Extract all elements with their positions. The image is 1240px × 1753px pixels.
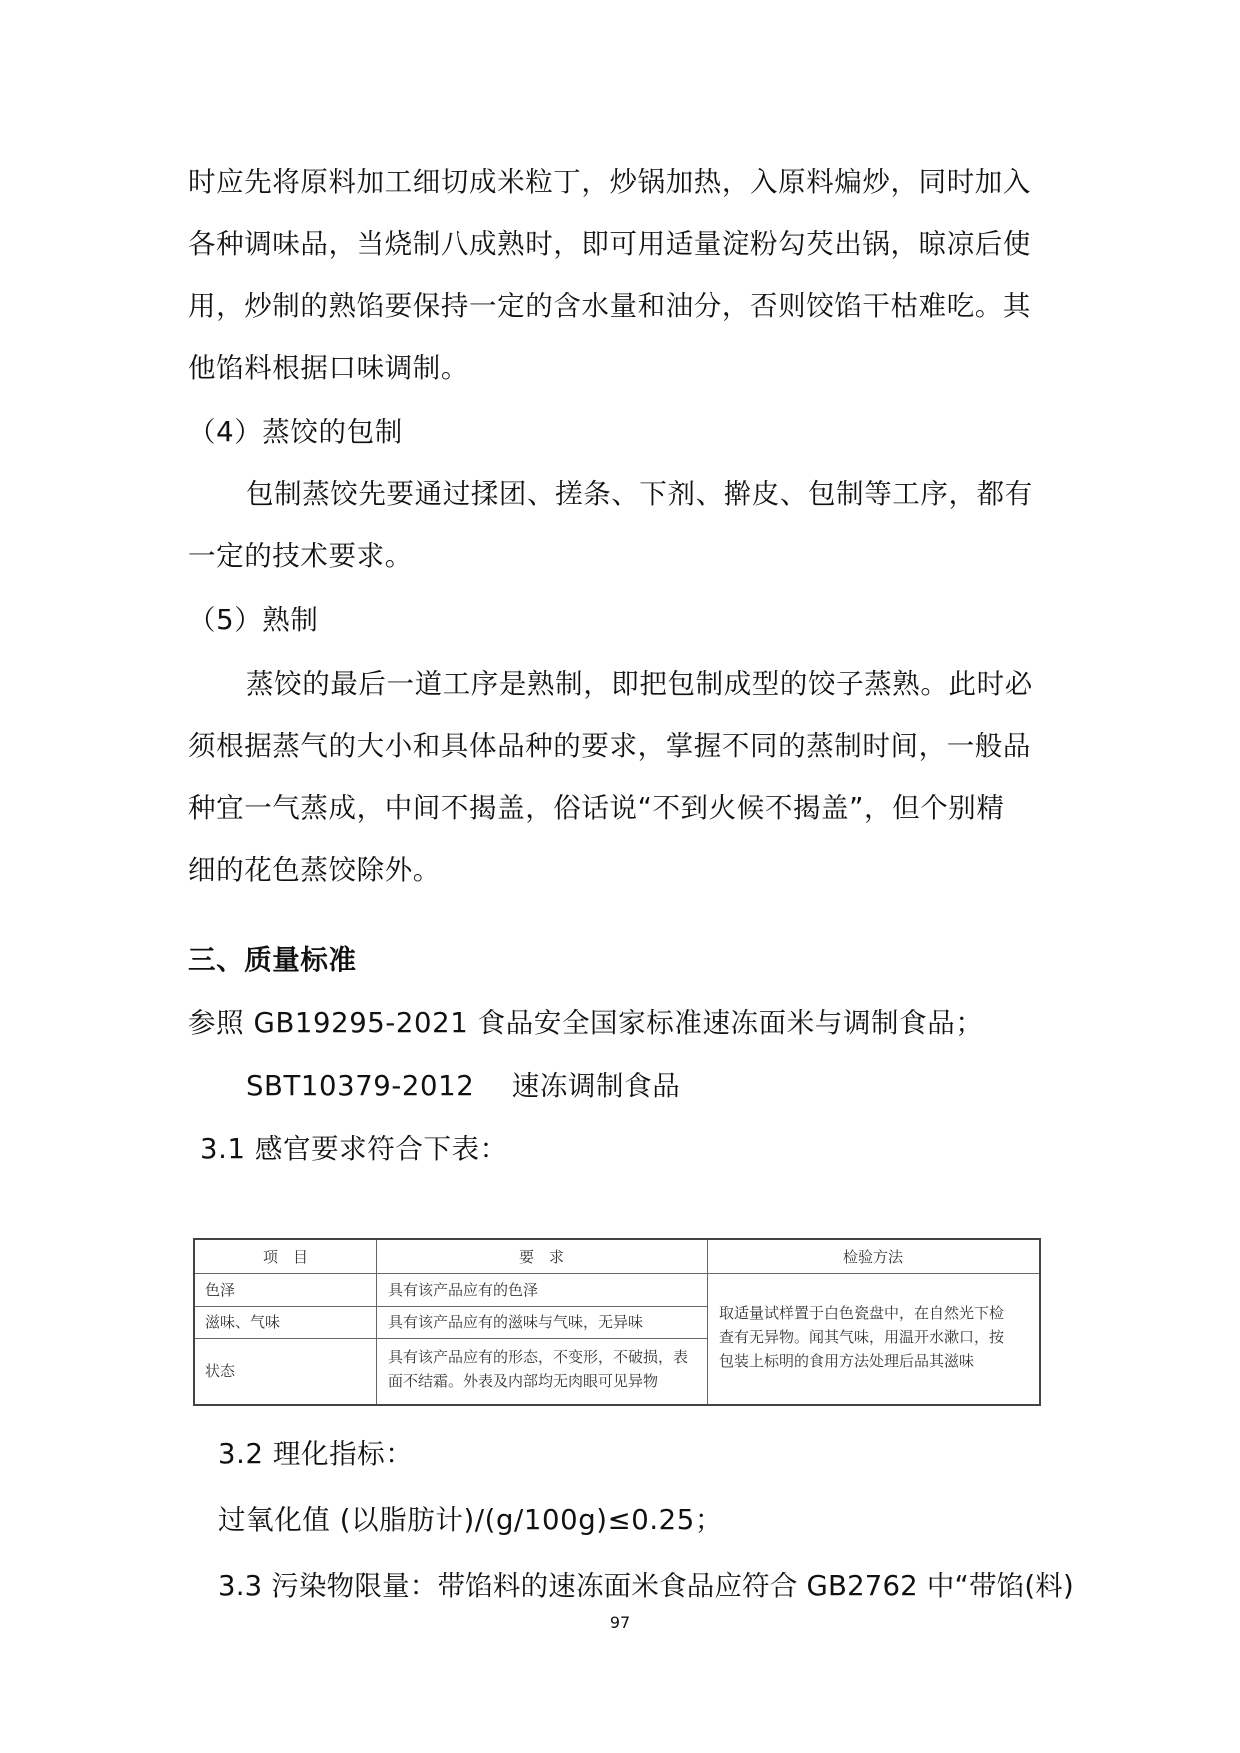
table-cell-method: 包装上标明的食用方法处理后品其滋味	[719, 1352, 975, 1370]
body-text-line: 蒸饺的最后一道工序是熟制，即把包制成型的饺子蒸熟。此时必	[246, 668, 1033, 700]
table-cell-requirement: 具有该产品应有的色泽	[388, 1281, 539, 1299]
reference-line: SBT10379-2012 速冻调制食品	[246, 1070, 681, 1102]
body-text-line: 3.3 污染物限量：带馅料的速冻面米食品应符合 GB2762 中“带馅(料)	[218, 1570, 1074, 1602]
body-text-line: 时应先将原料加工细切成米粒丁，炒锅加热，入原料煸炒，同时加入	[188, 166, 1031, 198]
subsection-title: 3.1 感官要求符合下表：	[200, 1133, 508, 1165]
body-text-line: 细的花色蒸饺除外。	[188, 854, 441, 886]
section-title: 三、质量标准	[188, 944, 357, 976]
body-text-line: 过氧化值 (以脂肪计)/(g/100g)≤0.25；	[218, 1504, 723, 1536]
table-cell-item: 状态	[205, 1362, 236, 1380]
body-text-line: 种宜一气蒸成，中间不揭盖，俗话说“不到火候不揭盖”，但个别精	[188, 792, 1005, 824]
reference-line: 参照 GB19295-2021 食品安全国家标准速冻面米与调制食品；	[188, 1007, 984, 1039]
table-rule	[195, 1338, 707, 1339]
table-cell-requirement: 面不结霜。外表及内部均无肉眼可见异物	[388, 1372, 659, 1390]
table-header-item: 项 目	[262, 1248, 308, 1266]
table-rule	[195, 1306, 707, 1307]
body-text-line: 须根据蒸气的大小和具体品种的要求，掌握不同的蒸制时间，一般品	[188, 730, 1031, 762]
body-text-line: 用，炒制的熟馅要保持一定的含水量和油分，否则饺馅干枯难吃。其	[188, 290, 1031, 322]
page-number: 97	[609, 1613, 631, 1632]
table-cell-item: 滋味、气味	[205, 1313, 281, 1331]
body-text-line: 他馅料根据口味调制。	[188, 352, 469, 384]
table-cell-item: 色泽	[205, 1281, 236, 1299]
subsection-title: （5）熟制	[188, 604, 319, 636]
subsection-title: （4）蒸饺的包制	[188, 416, 403, 448]
table-cell-requirement: 具有该产品应有的形态，不变形，不破损，表	[388, 1348, 689, 1366]
table-cell-requirement: 具有该产品应有的滋味与气味，无异味	[388, 1313, 644, 1331]
table-cell-method: 查有无异物。闻其气味，用温开水漱口，按	[719, 1328, 1005, 1346]
body-text-line: 各种调味品，当烧制八成熟时，即可用适量淀粉勾芡出锅，晾凉后使	[188, 228, 1031, 260]
table-rule	[195, 1273, 1039, 1274]
sensory-requirements-table	[193, 1238, 1041, 1406]
body-text-line: 一定的技术要求。	[188, 540, 413, 572]
table-header-method: 检验方法	[842, 1248, 903, 1266]
subsection-title: 3.2 理化指标：	[218, 1438, 414, 1470]
table-header-requirement: 要 求	[518, 1248, 564, 1266]
body-text-line: 包制蒸饺先要通过揉团、搓条、下剂、擀皮、包制等工序，都有	[246, 478, 1033, 510]
table-cell-method: 取适量试样置于白色瓷盘中，在自然光下检	[719, 1304, 1005, 1322]
